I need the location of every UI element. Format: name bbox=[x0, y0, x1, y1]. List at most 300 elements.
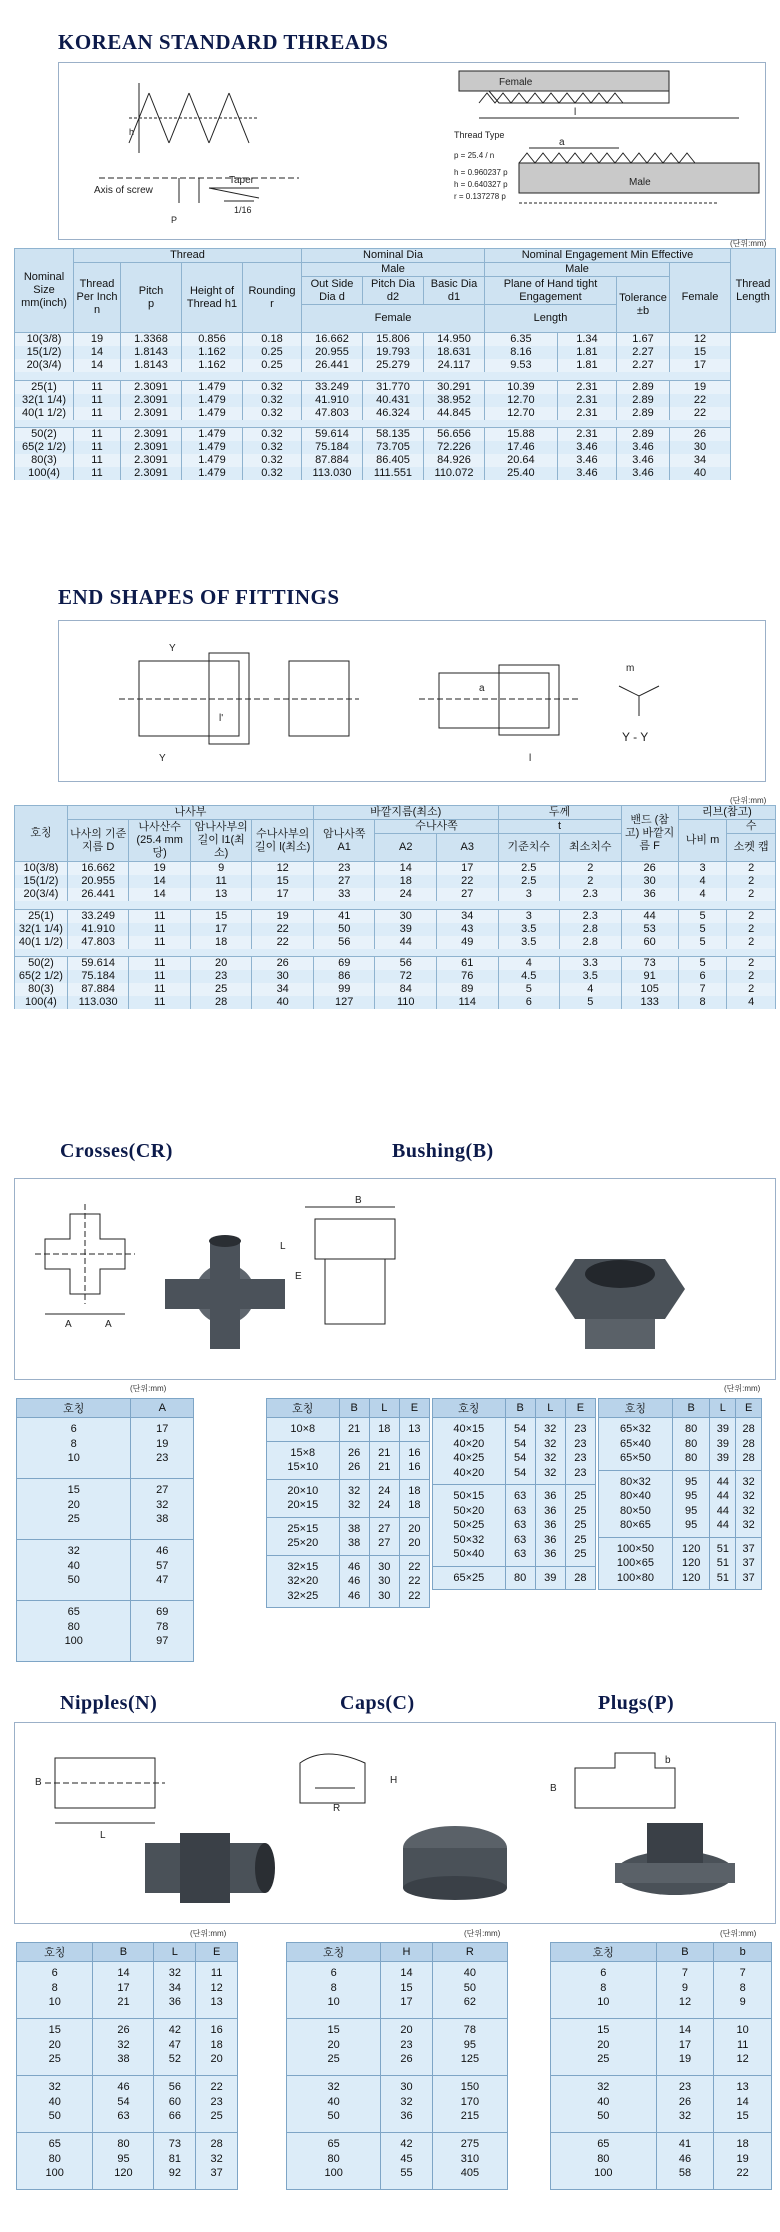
table-cell: 65(2 1/2) bbox=[15, 441, 74, 454]
table-cell: 19 bbox=[670, 380, 731, 394]
table-cell: 3.46 bbox=[557, 454, 616, 467]
table-cell: 1.8143 bbox=[121, 359, 182, 372]
column-header: L bbox=[710, 1399, 736, 1418]
table-row bbox=[17, 1540, 194, 1601]
table-cell: 2.31 bbox=[557, 428, 616, 442]
table-cell: 16.662 bbox=[67, 862, 129, 876]
table-cell: 47.803 bbox=[67, 936, 129, 949]
table-cell: 5 bbox=[678, 923, 727, 936]
table-row bbox=[433, 1566, 596, 1590]
table-cell: 2.31 bbox=[557, 380, 616, 394]
table-cell: 65 80 100 bbox=[17, 1601, 131, 1662]
table-cell: 0.18 bbox=[243, 333, 302, 347]
table-row bbox=[17, 2133, 238, 2190]
column-header: E bbox=[736, 1399, 762, 1418]
column-header: 호칭 bbox=[17, 1399, 131, 1418]
table-row bbox=[599, 1470, 762, 1537]
table-cell: 2.3091 bbox=[121, 467, 182, 480]
svg-text:h: h bbox=[129, 127, 135, 137]
table-cell: 30 30 30 bbox=[369, 1555, 399, 1608]
table-cell: 27 32 38 bbox=[131, 1479, 194, 1540]
table-cell: 2 bbox=[727, 909, 776, 923]
table-cell: 22 22 22 bbox=[399, 1555, 429, 1608]
table-cell: 2.8 bbox=[560, 923, 622, 936]
table-cell: 14 bbox=[74, 359, 121, 372]
table-cell: 5 bbox=[678, 957, 727, 971]
table-cell: 2.89 bbox=[617, 428, 670, 442]
svg-text:E: E bbox=[295, 1271, 302, 1282]
table-cell: 87.884 bbox=[302, 454, 363, 467]
bushing-table-1 bbox=[266, 1398, 430, 1608]
table-cell: 7 bbox=[678, 983, 727, 996]
table-cell: 3 bbox=[678, 862, 727, 876]
table-cell: 73.705 bbox=[363, 441, 424, 454]
svg-text:Thread Type: Thread Type bbox=[454, 130, 505, 140]
table-cell: 65 80 100 bbox=[17, 2133, 93, 2190]
table-cell: 2 bbox=[727, 862, 776, 876]
table-cell: 6 8 10 bbox=[287, 1962, 381, 2019]
group-spacer bbox=[15, 420, 776, 428]
thread-row bbox=[15, 428, 776, 442]
table-cell: 1.81 bbox=[557, 346, 616, 359]
svg-text:h = 0.640327 p: h = 0.640327 p bbox=[454, 180, 508, 189]
table-cell: 1.34 bbox=[557, 333, 616, 347]
svg-text:Y: Y bbox=[169, 643, 176, 654]
table-row bbox=[267, 1441, 430, 1479]
table-cell: 8.16 bbox=[485, 346, 558, 359]
table-cell: 39 bbox=[375, 923, 437, 936]
column-header: 호칭 bbox=[599, 1399, 673, 1418]
table-cell: 17 bbox=[436, 862, 498, 876]
fitting-row bbox=[15, 923, 776, 936]
table-cell: 37 37 37 bbox=[736, 1537, 762, 1590]
table-cell: 38 38 bbox=[339, 1517, 369, 1555]
table-cell: 18 19 22 bbox=[714, 2133, 772, 2190]
table-cell: 38.952 bbox=[424, 394, 485, 407]
column-header: B bbox=[672, 1399, 710, 1418]
table-row bbox=[267, 1555, 430, 1608]
crosses-title: Crosses(CR) bbox=[60, 1140, 173, 1162]
thread-row bbox=[15, 407, 776, 420]
table-cell: 11 bbox=[74, 380, 121, 394]
svg-text:m: m bbox=[626, 663, 635, 674]
table-cell: 87.884 bbox=[67, 983, 129, 996]
table-cell: 2.89 bbox=[617, 380, 670, 394]
table-cell: 32 40 50 bbox=[17, 2076, 93, 2133]
table-cell: 69 78 97 bbox=[131, 1601, 194, 1662]
table-cell: 65 80 100 bbox=[551, 2133, 657, 2190]
fitting-row bbox=[15, 936, 776, 949]
nipples-caps-plugs-diagram bbox=[15, 1723, 775, 1923]
table-cell: 10(3/8) bbox=[15, 333, 74, 347]
korean-threads-title: KOREAN STANDARD THREADS bbox=[58, 30, 389, 54]
table-cell: 22 bbox=[670, 394, 731, 407]
table-cell: 15 20 25 bbox=[17, 1479, 131, 1540]
column-header: R bbox=[432, 1943, 507, 1962]
table-cell: 111.551 bbox=[363, 467, 424, 480]
table-cell: 26 32 38 bbox=[93, 2019, 154, 2076]
table-cell: 5 bbox=[498, 983, 560, 996]
svg-text:B: B bbox=[35, 1777, 42, 1788]
table-cell: 7 9 12 bbox=[656, 1962, 714, 2019]
column-header: L bbox=[369, 1399, 399, 1418]
caps-title: Caps(C) bbox=[340, 1692, 415, 1714]
table-cell: 6.35 bbox=[485, 333, 558, 347]
table-cell: 2.27 bbox=[617, 359, 670, 372]
table-cell: 41.910 bbox=[67, 923, 129, 936]
table-cell: 3.5 bbox=[498, 936, 560, 949]
fitting-row bbox=[15, 957, 776, 971]
table-cell: 12.70 bbox=[485, 394, 558, 407]
table-cell: 4 bbox=[678, 888, 727, 901]
table-cell: 28 28 28 bbox=[736, 1418, 762, 1471]
table-cell: 84.926 bbox=[424, 454, 485, 467]
table-cell: 20 bbox=[190, 957, 252, 971]
table-cell: 32(1 1/4) bbox=[15, 394, 74, 407]
table-cell: 20.955 bbox=[67, 875, 129, 888]
table-cell: 26 bbox=[252, 957, 314, 971]
table-cell: 100(4) bbox=[15, 467, 74, 480]
table-cell: 12.70 bbox=[485, 407, 558, 420]
table-row bbox=[551, 2133, 772, 2190]
column-header: E bbox=[196, 1943, 238, 1962]
table-cell: 32 40 50 bbox=[551, 2076, 657, 2133]
table-cell: 2.3 bbox=[560, 888, 622, 901]
table-cell: 2.5 bbox=[498, 875, 560, 888]
table-cell: 59.614 bbox=[67, 957, 129, 971]
table-cell: 2.31 bbox=[557, 407, 616, 420]
table-cell: 56 60 66 bbox=[154, 2076, 196, 2133]
table-row bbox=[17, 1418, 194, 1479]
table-cell: 46.324 bbox=[363, 407, 424, 420]
bushing-table-2 bbox=[432, 1398, 596, 1590]
table-row bbox=[17, 1962, 238, 2019]
table-cell: 30 bbox=[621, 875, 678, 888]
table-cell: 15(1/2) bbox=[15, 875, 68, 888]
table-cell: 36 bbox=[621, 888, 678, 901]
table-cell: 20×10 20×15 bbox=[267, 1479, 340, 1517]
group-spacer bbox=[15, 901, 776, 909]
thread-row bbox=[15, 380, 776, 394]
table-cell: 23 23 23 23 bbox=[565, 1418, 595, 1485]
table-cell: 2 bbox=[727, 888, 776, 901]
table-row bbox=[287, 1962, 508, 2019]
table-cell: 32 34 36 bbox=[154, 1962, 196, 2019]
table-cell: 40 bbox=[252, 996, 314, 1009]
table-cell: 28 bbox=[565, 1566, 595, 1590]
table-cell: 4 bbox=[727, 996, 776, 1009]
table-cell: 50(2) bbox=[15, 957, 68, 971]
table-cell: 65×25 bbox=[433, 1566, 506, 1590]
end-shapes-table: 호칭 나사부 바깥지름(최소) 두께 밴드 (참고) 바깥지름 F 리브(참고) 나사의 기준지름 D 나사산수 (25.4 mm당) 암나사부의 길이 l1(최소) 수나사부의 길이 l(최소) 암나사쪽 A1 수나사쪽 t 나비 m 수 A2 A3 기준치수 최소치수 소켓 캡 10(3/8) 16.662 19 9 12 23 14 17 2.5 2 26 3 2 15(1/2) 20.955 14 11 15 27 18 22 2.5 2 30 4 2 20(3/4) 26.441 14 13 17 33 24 27 3 2.3 36 4 2 25(1) 33.249 11 15 19 41 30 34 3 2.3 44 5 2 32(1 1/4) 41.910 11 17 22 50 39 43 3.5 2.8 53 5 2 40(1 1/2) 47.803 11 18 22 56 44 49 3.5 2.8 60 5 2 50(2) 59.614 11 20 26 69 56 61 4 3.3 73 5 2 65(2 1/2) 75.184 11 23 30 86 72 76 4.5 3.5 91 6 2 80(3) 87.884 11 25 34 99 84 89 5 4 105 7 2 100(4) 113.030 11 28 40 127 110 114 6 5 133 8 4 bbox=[14, 805, 776, 1009]
table-row bbox=[267, 1517, 430, 1555]
table-cell: 27 bbox=[313, 875, 375, 888]
table-cell: 3.46 bbox=[557, 467, 616, 480]
table-cell: 22 23 25 bbox=[196, 2076, 238, 2133]
table-cell: 33.249 bbox=[302, 380, 363, 394]
table-cell: 30 bbox=[375, 909, 437, 923]
table-cell: 15 bbox=[252, 875, 314, 888]
table-cell: 25(1) bbox=[15, 380, 74, 394]
table-cell: 3.5 bbox=[560, 970, 622, 983]
table-cell: 110.072 bbox=[424, 467, 485, 480]
table-cell: 25×15 25×20 bbox=[267, 1517, 340, 1555]
table-cell: 275 310 405 bbox=[432, 2133, 507, 2190]
table-cell: 15 20 25 bbox=[551, 2019, 657, 2076]
unit-label-n: (단위:mm) bbox=[190, 1929, 227, 1938]
table-cell: 44 bbox=[375, 936, 437, 949]
table-cell: 59.614 bbox=[302, 428, 363, 442]
table-cell: 17.46 bbox=[485, 441, 558, 454]
table-cell: 75.184 bbox=[67, 970, 129, 983]
thread-row bbox=[15, 441, 776, 454]
table-cell: 28 32 37 bbox=[196, 2133, 238, 2190]
svg-text:L: L bbox=[280, 1241, 286, 1252]
fitting-row bbox=[15, 862, 776, 876]
nipples-title: Nipples(N) bbox=[60, 1692, 158, 1714]
thread-row bbox=[15, 467, 776, 480]
svg-text:l: l bbox=[529, 753, 532, 764]
table-cell: 9 bbox=[190, 862, 252, 876]
table-cell: 1.479 bbox=[182, 467, 243, 480]
table-cell: 14 17 21 bbox=[93, 1962, 154, 2019]
table-cell: 15 20 25 bbox=[17, 2019, 93, 2076]
table-cell: 42 47 52 bbox=[154, 2019, 196, 2076]
table-cell: 11 bbox=[129, 996, 191, 1009]
svg-text:B: B bbox=[550, 1783, 557, 1794]
table-cell: 14 bbox=[74, 346, 121, 359]
table-row bbox=[433, 1418, 596, 1485]
table-cell: 72.226 bbox=[424, 441, 485, 454]
column-header: E bbox=[399, 1399, 429, 1418]
table-cell: 17 bbox=[252, 888, 314, 901]
table-cell: 3.46 bbox=[617, 441, 670, 454]
table-cell: 1.479 bbox=[182, 454, 243, 467]
table-cell: 32 32 bbox=[339, 1479, 369, 1517]
fitting-row bbox=[15, 909, 776, 923]
table-cell: 32(1 1/4) bbox=[15, 923, 68, 936]
column-header: 호칭 bbox=[551, 1943, 657, 1962]
table-cell: 15.806 bbox=[363, 333, 424, 347]
table-cell: 14 bbox=[129, 888, 191, 901]
table-cell: 1.162 bbox=[182, 359, 243, 372]
table-cell: 76 bbox=[436, 970, 498, 983]
table-cell: 113.030 bbox=[302, 467, 363, 480]
table-cell: 100(4) bbox=[15, 996, 68, 1009]
table-cell: 91 bbox=[621, 970, 678, 983]
table-cell: 1.81 bbox=[557, 359, 616, 372]
table-cell: 12 bbox=[252, 862, 314, 876]
table-cell: 80 bbox=[505, 1566, 535, 1590]
table-cell: 47.803 bbox=[302, 407, 363, 420]
thread-row bbox=[15, 333, 776, 347]
table-cell: 26 26 bbox=[339, 1441, 369, 1479]
plugs-title: Plugs(P) bbox=[598, 1692, 675, 1714]
svg-text:P: P bbox=[171, 215, 178, 225]
table-cell: 15 bbox=[190, 909, 252, 923]
table-cell: 11 bbox=[129, 957, 191, 971]
column-header: L bbox=[535, 1399, 565, 1418]
table-cell: 3.46 bbox=[617, 454, 670, 467]
unit-label-cr: (단위:mm) bbox=[130, 1384, 167, 1393]
table-cell: 46 54 63 bbox=[93, 2076, 154, 2133]
fitting-row bbox=[15, 970, 776, 983]
svg-text:Y - Y: Y - Y bbox=[622, 730, 649, 744]
table-cell: 6 8 10 bbox=[17, 1418, 131, 1479]
table-cell: 41 46 58 bbox=[656, 2133, 714, 2190]
table-cell: 50 bbox=[313, 923, 375, 936]
table-cell: 8 bbox=[678, 996, 727, 1009]
cap-fitting-photo bbox=[403, 1826, 507, 1900]
table-cell: 15 bbox=[670, 346, 731, 359]
table-cell: 54 54 54 54 bbox=[505, 1418, 535, 1485]
table-cell: 21 21 bbox=[369, 1441, 399, 1479]
table-cell: 26.441 bbox=[302, 359, 363, 372]
table-cell: 65 80 100 bbox=[287, 2133, 381, 2190]
table-cell: 1.479 bbox=[182, 380, 243, 394]
nipples-table bbox=[16, 1942, 238, 2190]
table-cell: 73 81 92 bbox=[154, 2133, 196, 2190]
table-row bbox=[551, 1962, 772, 2019]
column-header: B bbox=[339, 1399, 369, 1418]
table-cell: 2.89 bbox=[617, 407, 670, 420]
fitting-row bbox=[15, 983, 776, 996]
table-cell: 2 bbox=[727, 957, 776, 971]
column-header: L bbox=[154, 1943, 196, 1962]
table-row bbox=[551, 2076, 772, 2133]
table-cell: 22 bbox=[252, 936, 314, 949]
table-cell: 14 17 19 bbox=[656, 2019, 714, 2076]
table-cell: 0.32 bbox=[243, 394, 302, 407]
table-cell: 30 32 36 bbox=[381, 2076, 432, 2133]
table-cell: 32 32 32 32 bbox=[535, 1418, 565, 1485]
group-spacer bbox=[15, 372, 776, 380]
table-cell: 1.479 bbox=[182, 441, 243, 454]
table-cell: 32 40 50 bbox=[287, 2076, 381, 2133]
table-cell: 2.3 bbox=[560, 909, 622, 923]
table-cell: 41.910 bbox=[302, 394, 363, 407]
table-cell: 22 bbox=[252, 923, 314, 936]
table-cell: 17 bbox=[190, 923, 252, 936]
table-cell: 15×8 15×10 bbox=[267, 1441, 340, 1479]
table-cell: 2 bbox=[727, 936, 776, 949]
table-cell: 11 bbox=[74, 394, 121, 407]
table-row bbox=[17, 2019, 238, 2076]
table-cell: 84 bbox=[375, 983, 437, 996]
table-cell: 11 12 13 bbox=[196, 1962, 238, 2019]
thread-row bbox=[15, 454, 776, 467]
table-cell: 56 bbox=[313, 936, 375, 949]
svg-text:l: l bbox=[574, 107, 577, 118]
end-shapes-panel bbox=[58, 620, 766, 782]
column-header: H bbox=[381, 1943, 432, 1962]
table-cell: 30.291 bbox=[424, 380, 485, 394]
table-cell: 0.856 bbox=[182, 333, 243, 347]
svg-text:p = 25.4 / n: p = 25.4 / n bbox=[454, 151, 495, 160]
column-header: b bbox=[714, 1943, 772, 1962]
table-row bbox=[287, 2019, 508, 2076]
table-cell: 15.88 bbox=[485, 428, 558, 442]
table-cell: 14 bbox=[129, 875, 191, 888]
table-cell: 2 bbox=[727, 875, 776, 888]
table-cell: 23 bbox=[313, 862, 375, 876]
table-cell: 10(3/8) bbox=[15, 862, 68, 876]
table-cell: 0.32 bbox=[243, 428, 302, 442]
table-cell: 105 bbox=[621, 983, 678, 996]
column-header: A bbox=[131, 1399, 194, 1418]
table-cell: 1.162 bbox=[182, 346, 243, 359]
table-cell: 56.656 bbox=[424, 428, 485, 442]
column-header: 호칭 bbox=[433, 1399, 506, 1418]
svg-text:L: L bbox=[100, 1830, 106, 1841]
table-cell: 44 44 44 44 bbox=[710, 1470, 736, 1537]
table-cell: 2.8 bbox=[560, 936, 622, 949]
thread-diagram bbox=[59, 63, 765, 239]
table-cell: 2.3091 bbox=[121, 394, 182, 407]
crosses-bushing-diagram bbox=[15, 1179, 775, 1379]
end-shapes-diagram bbox=[59, 621, 765, 781]
table-cell: 4 bbox=[560, 983, 622, 996]
table-cell: 86.405 bbox=[363, 454, 424, 467]
table-cell: 16 18 20 bbox=[196, 2019, 238, 2076]
table-cell: 0.32 bbox=[243, 454, 302, 467]
table-cell: 2.27 bbox=[617, 346, 670, 359]
table-cell: 34 bbox=[436, 909, 498, 923]
table-cell: 89 bbox=[436, 983, 498, 996]
female-label: Female bbox=[499, 77, 533, 88]
table-cell: 22 bbox=[670, 407, 731, 420]
table-cell: 11 bbox=[74, 467, 121, 480]
svg-text:b: b bbox=[665, 1755, 671, 1766]
table-cell: 17 19 23 bbox=[131, 1418, 194, 1479]
table-cell: 11 bbox=[190, 875, 252, 888]
table-cell: 33 bbox=[313, 888, 375, 901]
bushing-title: Bushing(B) bbox=[392, 1140, 494, 1162]
table-cell: 24 bbox=[375, 888, 437, 901]
table-cell: 69 bbox=[313, 957, 375, 971]
table-cell: 1.479 bbox=[182, 394, 243, 407]
table-cell: 100×50 100×65 100×80 bbox=[599, 1537, 673, 1590]
table-cell: 13 bbox=[190, 888, 252, 901]
table-cell: 3.5 bbox=[498, 923, 560, 936]
table-cell: 1.67 bbox=[617, 333, 670, 347]
table-cell: 11 bbox=[129, 936, 191, 949]
table-cell: 26 bbox=[621, 862, 678, 876]
table-cell: 25 bbox=[190, 983, 252, 996]
table-cell: 4 bbox=[678, 875, 727, 888]
table-cell: 0.25 bbox=[243, 359, 302, 372]
thread-row bbox=[15, 346, 776, 359]
table-cell: 20.955 bbox=[302, 346, 363, 359]
table-cell: 40(1 1/2) bbox=[15, 936, 68, 949]
table-cell: 31.770 bbox=[363, 380, 424, 394]
table-cell: 6 bbox=[678, 970, 727, 983]
table-cell: 49 bbox=[436, 936, 498, 949]
table-cell: 65(2 1/2) bbox=[15, 970, 68, 983]
table-cell: 27 bbox=[436, 888, 498, 901]
table-cell: 40 bbox=[670, 467, 731, 480]
table-cell: 2.31 bbox=[557, 394, 616, 407]
table-cell: 2 bbox=[727, 970, 776, 983]
table-cell: 11 bbox=[129, 923, 191, 936]
table-cell: 20(3/4) bbox=[15, 359, 74, 372]
svg-text:r = 0.137278 p: r = 0.137278 p bbox=[454, 192, 506, 201]
table-cell: 15 20 25 bbox=[287, 2019, 381, 2076]
column-header: B bbox=[505, 1399, 535, 1418]
table-cell: 133 bbox=[621, 996, 678, 1009]
table-cell: 2.5 bbox=[498, 862, 560, 876]
unit-label-2: (단위:mm) bbox=[730, 796, 767, 805]
